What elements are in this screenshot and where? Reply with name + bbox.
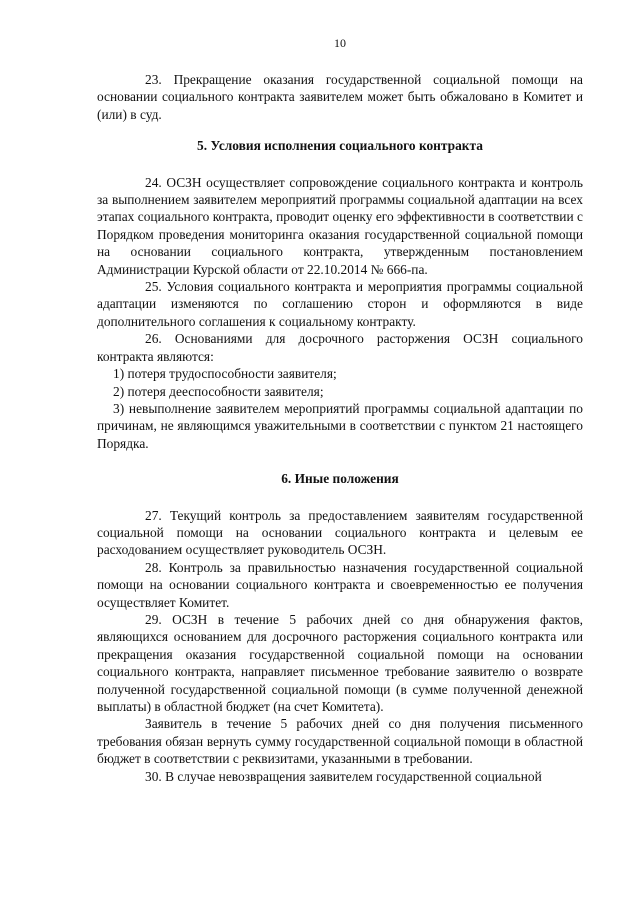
paragraph-24: 24. ОСЗН осуществляет сопровождение социального контракта и контроль за выполнением заявителем мероприятий программы социальной адаптации на всех этапах социального контракта, проводит оценку его эффективности в соответствии с Порядком проведения мониторинга оказания государственной социальной помощи на основании социального контракта, утвержденным постановлением Администрации Курской области от 22.10.2014 № 666-па. xyxy=(97,174,583,277)
paragraph-25: 25. Условия социального контракта и мероприятия программы социальной адаптации изменяются по соглашению сторон и оформляются в виде дополнительного соглашения к социальному контракту. xyxy=(97,279,583,329)
page-number: 10 xyxy=(334,36,346,50)
list-item-2: 2) потеря дееспособности заявителя; xyxy=(113,383,324,399)
list-item-1: 1) потеря трудоспособности заявителя; xyxy=(113,366,337,382)
section-heading-6: 6. Иные положения xyxy=(281,471,399,487)
paragraph-30: 30. В случае невозвращения заявителем государственной социальной xyxy=(145,768,542,784)
paragraph-29: 29. ОСЗН в течение 5 рабочих дней со дня обнаружения фактов, являющихся основанием для досрочного расторжения социального контракта или прекращения оказания государственной социальной помощи на основании социального контракта, направляет письменное требование заявителю о возврате полученной государственной социальной помощи (в сумме полученной денежной выплаты) в областной бюджет (на счет Комитета). xyxy=(97,611,583,714)
section-heading-5: 5. Условия исполнения социального контракта xyxy=(197,138,483,154)
paragraph-27: 27. Текущий контроль за предоставлением заявителям государственной социальной помощи на основании социального контракта и целевым ее расходованием осуществляет руководитель ОСЗН. xyxy=(97,507,583,558)
paragraph-28: 28. Контроль за правильностью назначения государственной социальной помощи на основании социального контракта и своевременностью ее получения осуществляет Комитет. xyxy=(97,559,583,610)
paragraph-29-continued: Заявитель в течение 5 рабочих дней со дня получения письменного требования обязан вернуть сумму государственной социальной помощи в областной бюджет в соответствии с реквизитами, указанными в требовании. xyxy=(97,716,583,767)
paragraph-26: 26. Основаниями для досрочного расторжения ОСЗН социального контракта являются: xyxy=(97,331,583,364)
document-page xyxy=(97,36,583,785)
paragraph-23: 23. Прекращение оказания государственной социальной помощи на основании социального контракта заявителем может быть обжаловано в Комитет и (или) в суд. xyxy=(97,72,583,122)
list-item-3: 3) невыполнение заявителем мероприятий программы социальной адаптации по причинам, не являющимся уважительными в соответствии с пунктом 21 настоящего Порядка. xyxy=(97,400,583,451)
